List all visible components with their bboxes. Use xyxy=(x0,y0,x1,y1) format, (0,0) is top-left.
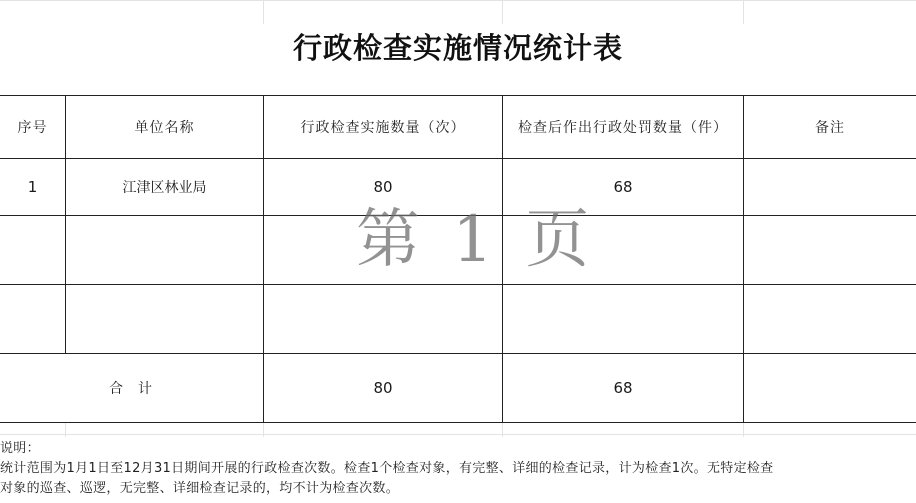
total-penalties: 68 xyxy=(613,379,633,397)
table-row-remarks xyxy=(744,216,916,284)
sheet-gridline xyxy=(743,423,744,437)
table-row-penalties xyxy=(503,285,743,353)
page-number-watermark: 第 1 页 xyxy=(356,203,596,277)
total-remarks xyxy=(744,354,916,422)
notes-line: 对象的巡查、巡逻，无完整、详细检查记录的，均不计为检查次数。 xyxy=(0,481,400,496)
table-row-unit xyxy=(66,216,263,284)
header-inspection-count: 行政检查实施数量（次） xyxy=(300,120,466,136)
header-unit-name: 单位名称 xyxy=(134,120,195,136)
table-row-inspections xyxy=(264,216,502,284)
header-index: 序号 xyxy=(17,120,48,136)
table-row-unit: 江津区林业局 xyxy=(122,180,207,196)
total-inspections: 80 xyxy=(373,379,393,397)
notes-section xyxy=(0,439,916,499)
table-row-unit xyxy=(66,285,263,353)
sheet-gridline xyxy=(0,434,916,435)
sheet-gridline xyxy=(65,423,66,437)
table-border xyxy=(0,422,916,423)
table-row-inspections xyxy=(264,285,502,353)
sheet-gridline xyxy=(502,423,503,437)
total-label: 合 计 xyxy=(109,381,154,397)
table-row-penalties: 68 xyxy=(613,178,633,196)
table-row-penalties xyxy=(503,216,743,284)
table-row-remarks xyxy=(744,159,916,215)
page-title: 行政检查实施情况统计表 xyxy=(292,31,623,65)
sheet-gridline xyxy=(743,0,744,24)
sheet-gridline xyxy=(0,0,916,1)
sheet-gridline xyxy=(263,423,264,437)
sheet-gridline xyxy=(502,0,503,24)
sheet-gridline xyxy=(263,0,264,24)
table-row-remarks xyxy=(744,285,916,353)
table-row-index xyxy=(0,216,65,284)
table-row-index: 1 xyxy=(27,178,38,196)
notes-heading: 说明： xyxy=(0,441,40,456)
table-row-index xyxy=(0,285,65,353)
table-row-inspections: 80 xyxy=(373,178,393,196)
header-remarks: 备注 xyxy=(815,120,845,136)
header-penalty-count: 检查后作出行政处罚数量（件） xyxy=(518,120,728,136)
notes-line: 统计范围为1月1日至12月31日期间开展的行政检查次数。检查1个检查对象，有完整、详细的检查记录，计为检查1次。无特定检查 xyxy=(0,461,774,476)
